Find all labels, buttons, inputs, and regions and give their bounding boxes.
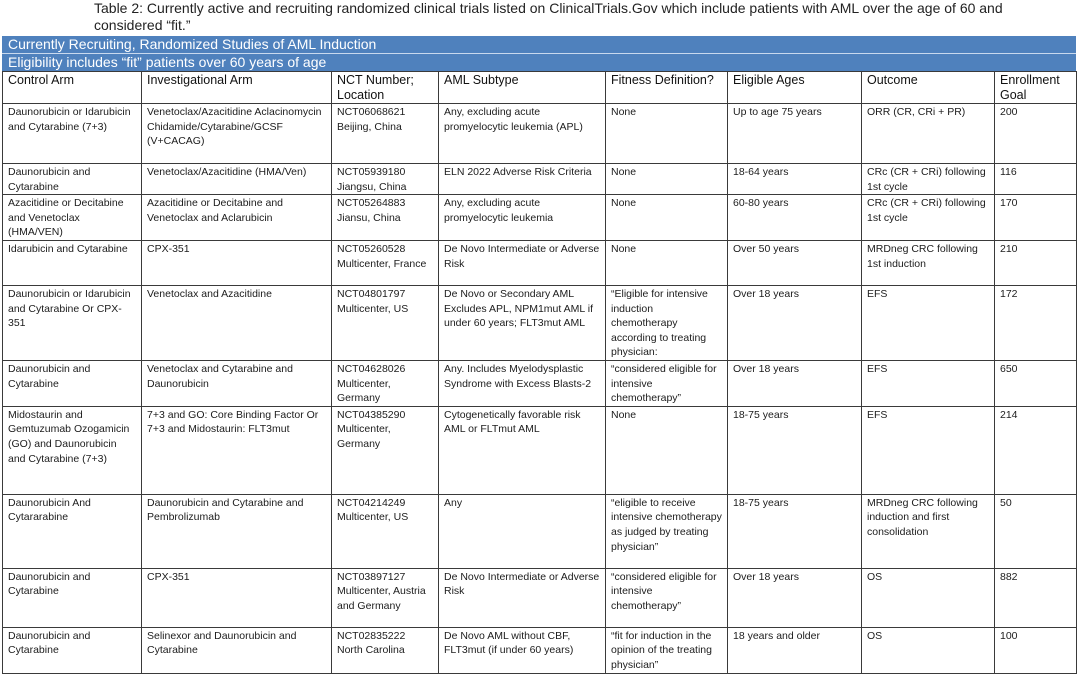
cell-aml-subtype: Cytogenetically favorable risk AML or FLTmut AML <box>439 406 606 494</box>
table-row <box>3 164 1077 195</box>
cell-aml-subtype: De Novo Intermediate or Adverse Risk <box>439 240 606 285</box>
cell-eligible-ages: 18-75 years <box>728 494 862 568</box>
cell-control-arm: Daunorubicin or Idarubicin and Cytarabine (7+3) <box>3 104 142 164</box>
table-row <box>3 104 1077 164</box>
table-caption: Table 2: Currently active and recruiting randomized clinical trials listed on ClinicalTrials.Gov which include patients with AML over the age of 60 and considered “fit.” <box>94 0 1003 33</box>
cell-eligible-ages: 18-75 years <box>728 406 862 494</box>
cell-eligible-ages: Over 50 years <box>728 240 862 285</box>
cell-enrollment-goal: 100 <box>995 627 1077 673</box>
cell-fitness-definition: “considered eligible for intensive chemotherapy” <box>606 568 728 627</box>
table-banner <box>2 36 1076 71</box>
cell-investigational-arm: Selinexor and Daunorubicin and Cytarabine <box>142 627 332 673</box>
cell-enrollment-goal: 210 <box>995 240 1077 285</box>
banner-subtitle: Eligibility includes “fit” patients over 60 years of age <box>2 53 1076 71</box>
cell-control-arm: Daunorubicin and Cytarabine <box>3 568 142 627</box>
trials-table <box>2 71 1077 674</box>
cell-investigational-arm: CPX-351 <box>142 568 332 627</box>
cell-nct-number: NCT04214249 Multicenter, US <box>332 494 439 568</box>
table-row <box>3 360 1077 406</box>
cell-fitness-definition: None <box>606 164 728 195</box>
cell-outcome: OS <box>862 568 995 627</box>
cell-aml-subtype: Any <box>439 494 606 568</box>
cell-aml-subtype: ELN 2022 Adverse Risk Criteria <box>439 164 606 195</box>
cell-control-arm: Azacitidine or Decitabine and Venetoclax (HMA/VEN) <box>3 195 142 241</box>
table-row <box>3 195 1077 241</box>
cell-investigational-arm: Daunorubicin and Cytarabine and Pembrolizumab <box>142 494 332 568</box>
table-row <box>3 627 1077 673</box>
cell-aml-subtype: De Novo Intermediate or Adverse Risk <box>439 568 606 627</box>
table-row <box>3 568 1077 627</box>
cell-fitness-definition: None <box>606 195 728 241</box>
cell-fitness-definition: “fit for induction in the opinion of the treating physician” <box>606 627 728 673</box>
cell-control-arm: Midostaurin and Gemtuzumab Ozogamicin (GO) and Daunorubicin and Cytarabine (7+3) <box>3 406 142 494</box>
cell-nct-number: NCT02835222 North Carolina <box>332 627 439 673</box>
cell-eligible-ages: Over 18 years <box>728 568 862 627</box>
cell-investigational-arm: CPX-351 <box>142 240 332 285</box>
cell-investigational-arm: Venetoclax and Azacitidine <box>142 285 332 360</box>
table-row <box>3 240 1077 285</box>
cell-outcome: MRDneg CRC following induction and first consolidation <box>862 494 995 568</box>
cell-fitness-definition: None <box>606 104 728 164</box>
header-nct-number: NCT Number; Location <box>332 72 439 104</box>
banner-title: Currently Recruiting, Randomized Studies of AML Induction <box>8 36 377 52</box>
cell-enrollment-goal: 650 <box>995 360 1077 406</box>
cell-eligible-ages: Over 18 years <box>728 360 862 406</box>
table-row <box>3 494 1077 568</box>
cell-fitness-definition: None <box>606 406 728 494</box>
cell-eligible-ages: Over 18 years <box>728 285 862 360</box>
cell-enrollment-goal: 214 <box>995 406 1077 494</box>
cell-control-arm: Daunorubicin and Cytarabine <box>3 627 142 673</box>
header-aml-subtype: AML Subtype <box>439 72 606 104</box>
cell-investigational-arm: 7+3 and GO: Core Binding Factor Or 7+3 and Midostaurin: FLT3mut <box>142 406 332 494</box>
header-control-arm: Control Arm <box>3 72 142 104</box>
cell-enrollment-goal: 882 <box>995 568 1077 627</box>
cell-aml-subtype: De Novo or Secondary AML Excludes APL, NPM1mut AML if under 60 years; FLT3mut AML <box>439 285 606 360</box>
header-eligible-ages: Eligible Ages <box>728 72 862 104</box>
cell-nct-number: NCT04628026 Multicenter, Germany <box>332 360 439 406</box>
cell-outcome: EFS <box>862 360 995 406</box>
cell-aml-subtype: Any. Includes Myelodysplastic Syndrome with Excess Blasts-2 <box>439 360 606 406</box>
cell-outcome: MRDneg CRC following 1st induction <box>862 240 995 285</box>
cell-eligible-ages: 18 years and older <box>728 627 862 673</box>
cell-control-arm: Daunorubicin and Cytarabine <box>3 164 142 195</box>
table-row <box>3 406 1077 494</box>
header-fitness-definition: Fitness Definition? <box>606 72 728 104</box>
cell-aml-subtype: Any, excluding acute promyelocytic leukemia <box>439 195 606 241</box>
cell-fitness-definition: None <box>606 240 728 285</box>
cell-control-arm: Idarubicin and Cytarabine <box>3 240 142 285</box>
cell-control-arm: Daunorubicin and Cytarabine <box>3 360 142 406</box>
cell-enrollment-goal: 116 <box>995 164 1077 195</box>
table-row <box>3 285 1077 360</box>
cell-investigational-arm: Venetoclax and Cytarabine and Daunorubicin <box>142 360 332 406</box>
cell-investigational-arm: Venetoclax/Azacitidine (HMA/Ven) <box>142 164 332 195</box>
cell-enrollment-goal: 50 <box>995 494 1077 568</box>
cell-fitness-definition: “Eligible for intensive induction chemotherapy according to treating physician: <box>606 285 728 360</box>
cell-investigational-arm: Venetoclax/Azacitidine Aclacinomycin Chidamide/Cytarabine/GCSF (V+CACAG) <box>142 104 332 164</box>
cell-control-arm: Daunorubicin or Idarubicin and Cytarabine Or CPX-351 <box>3 285 142 360</box>
cell-eligible-ages: 60-80 years <box>728 195 862 241</box>
cell-outcome: ORR (CR, CRi + PR) <box>862 104 995 164</box>
cell-fitness-definition: “considered eligible for intensive chemotherapy” <box>606 360 728 406</box>
cell-aml-subtype: De Novo AML without CBF, FLT3mut (if under 60 years) <box>439 627 606 673</box>
header-enrollment-goal: Enrollment Goal <box>995 72 1077 104</box>
cell-control-arm: Daunorubicin And Cytararabine <box>3 494 142 568</box>
cell-fitness-definition: “eligible to receive intensive chemotherapy as judged by treating physician” <box>606 494 728 568</box>
cell-nct-number: NCT05260528 Multicenter, France <box>332 240 439 285</box>
cell-nct-number: NCT06068621 Beijing, China <box>332 104 439 164</box>
cell-enrollment-goal: 170 <box>995 195 1077 241</box>
cell-outcome: CRc (CR + CRi) following 1st cycle <box>862 195 995 241</box>
cell-eligible-ages: Up to age 75 years <box>728 104 862 164</box>
cell-nct-number: NCT05264883 Jiansu, China <box>332 195 439 241</box>
cell-enrollment-goal: 172 <box>995 285 1077 360</box>
cell-nct-number: NCT04801797 Multicenter, US <box>332 285 439 360</box>
cell-aml-subtype: Any, excluding acute promyelocytic leukemia (APL) <box>439 104 606 164</box>
cell-outcome: EFS <box>862 406 995 494</box>
header-investigational-arm: Investigational Arm <box>142 72 332 104</box>
cell-nct-number: NCT05939180 Jiangsu, China <box>332 164 439 195</box>
cell-outcome: EFS <box>862 285 995 360</box>
header-row <box>3 72 1077 104</box>
cell-outcome: OS <box>862 627 995 673</box>
cell-investigational-arm: Azacitidine or Decitabine and Venetoclax and Aclarubicin <box>142 195 332 241</box>
cell-outcome: CRc (CR + CRi) following 1st cycle <box>862 164 995 195</box>
cell-enrollment-goal: 200 <box>995 104 1077 164</box>
cell-nct-number: NCT04385290 Multicenter, Germany <box>332 406 439 494</box>
header-outcome: Outcome <box>862 72 995 104</box>
cell-nct-number: NCT03897127 Multicenter, Austria and Germany <box>332 568 439 627</box>
cell-eligible-ages: 18-64 years <box>728 164 862 195</box>
